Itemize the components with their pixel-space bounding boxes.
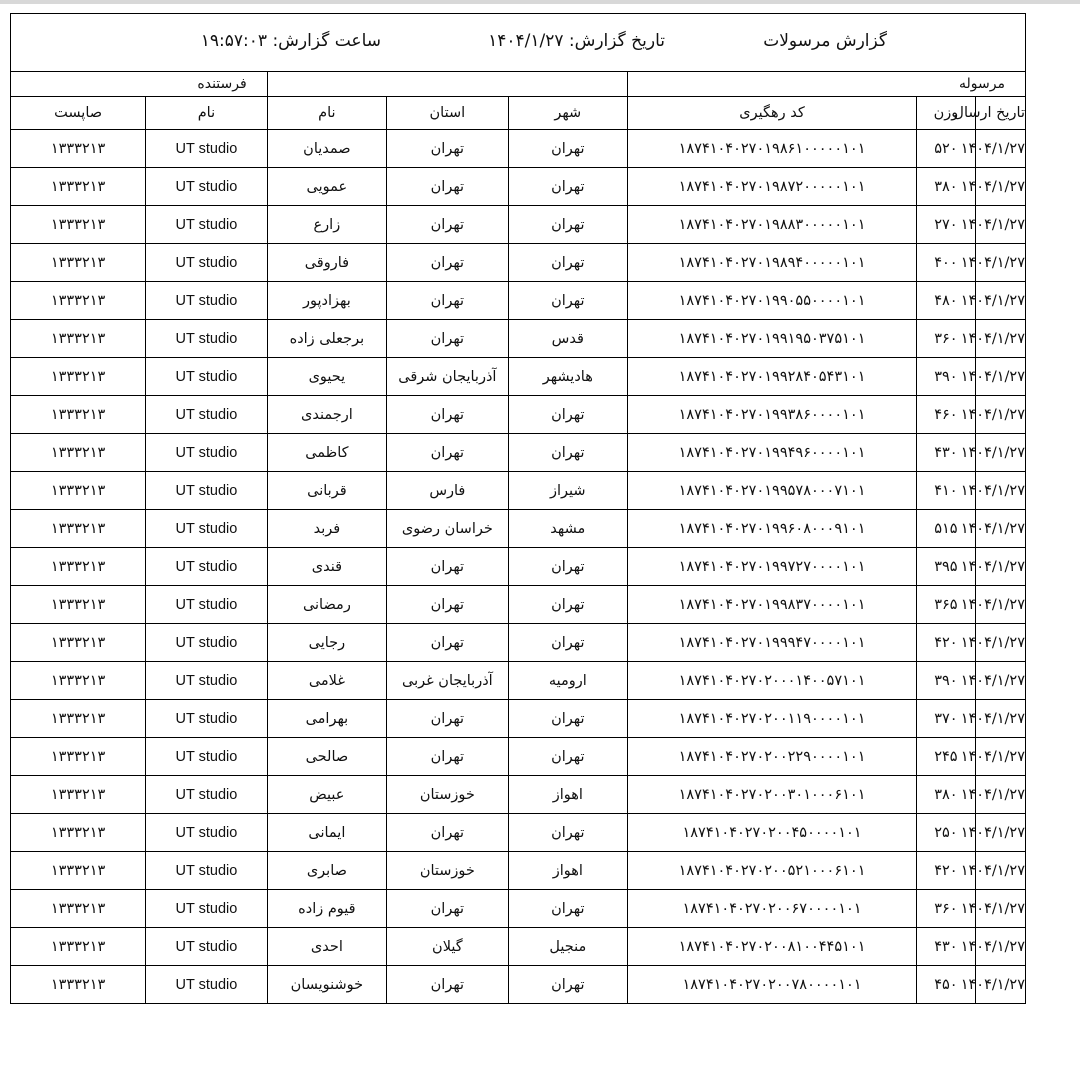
col-postcode: صاپست — [11, 97, 146, 130]
recipient-name-cell: ارجمندی — [267, 396, 386, 434]
city-cell: تهران — [508, 244, 627, 282]
table-row — [11, 624, 1026, 662]
send-date-cell: ۱۴۰۴/۱/۲۷ — [975, 966, 1025, 1004]
table-row — [11, 472, 1026, 510]
city-cell: تهران — [508, 434, 627, 472]
table-body — [11, 130, 1026, 1004]
province-cell: تهران — [387, 700, 509, 738]
table-row — [11, 206, 1026, 244]
recipient-name-cell: صابری — [267, 852, 386, 890]
table-row — [11, 510, 1026, 548]
postcode-cell: ۱۳۳۳۲۱۳ — [11, 928, 146, 966]
province-cell: گیلان — [387, 928, 509, 966]
col-weight: وزن — [917, 97, 976, 130]
postcode-cell: ۱۳۳۳۲۱۳ — [11, 852, 146, 890]
sender-name-cell: UT studio — [146, 928, 268, 966]
table-row — [11, 586, 1026, 624]
weight-cell: ۴۶۰ — [917, 396, 976, 434]
province-cell: تهران — [387, 434, 509, 472]
report-sheet — [10, 13, 1026, 1004]
province-cell: تهران — [387, 624, 509, 662]
table-row — [11, 434, 1026, 472]
weight-cell: ۴۰۰ — [917, 244, 976, 282]
table-row — [11, 130, 1026, 168]
sender-name-cell: UT studio — [146, 738, 268, 776]
sender-name-cell: UT studio — [146, 586, 268, 624]
report-header — [10, 13, 1026, 71]
tracking-code-cell: ۱۸۷۴۱۰۴۰۲۷۰۱۹۸۹۴۰۰۰۰۰۱۰۱ — [627, 244, 916, 282]
table-row — [11, 738, 1026, 776]
province-cell: خوزستان — [387, 852, 509, 890]
postcode-cell: ۱۳۳۳۲۱۳ — [11, 662, 146, 700]
group-sender: فرستنده — [11, 72, 268, 97]
tracking-code-cell: ۱۸۷۴۱۰۴۰۲۷۰۱۹۹۳۸۶۰۰۰۰۱۰۱ — [627, 396, 916, 434]
city-cell: تهران — [508, 966, 627, 1004]
province-cell: آذربایجان شرقی — [387, 358, 509, 396]
province-cell: آذربایجان غربی — [387, 662, 509, 700]
city-cell: تهران — [508, 738, 627, 776]
weight-cell: ۴۳۰ — [917, 434, 976, 472]
province-cell: تهران — [387, 282, 509, 320]
weight-cell: ۲۴۵ — [917, 738, 976, 776]
province-cell: خراسان رضوی — [387, 510, 509, 548]
tracking-code-cell: ۱۸۷۴۱۰۴۰۲۷۰۱۹۹۹۴۷۰۰۰۰۱۰۱ — [627, 624, 916, 662]
recipient-name-cell: خوشنویسان — [267, 966, 386, 1004]
postcode-cell: ۱۳۳۳۲۱۳ — [11, 624, 146, 662]
postcode-cell: ۱۳۳۳۲۱۳ — [11, 130, 146, 168]
sender-name-cell: UT studio — [146, 358, 268, 396]
postcode-cell: ۱۳۳۳۲۱۳ — [11, 548, 146, 586]
send-date-cell: ۱۴۰۴/۱/۲۷ — [975, 852, 1025, 890]
table-row — [11, 168, 1026, 206]
tracking-code-cell: ۱۸۷۴۱۰۴۰۲۷۰۲۰۰۲۲۹۰۰۰۰۱۰۱ — [627, 738, 916, 776]
province-cell: تهران — [387, 738, 509, 776]
weight-cell: ۴۲۰ — [917, 624, 976, 662]
table-row — [11, 244, 1026, 282]
recipient-name-cell: کاظمی — [267, 434, 386, 472]
weight-cell: ۲۷۰ — [917, 206, 976, 244]
province-cell: تهران — [387, 244, 509, 282]
weight-cell: ۴۱۰ — [917, 472, 976, 510]
recipient-name-cell: رجایی — [267, 624, 386, 662]
province-cell: تهران — [387, 320, 509, 358]
group-parcel: مرسوله — [627, 72, 1025, 97]
province-cell: تهران — [387, 966, 509, 1004]
city-cell: اهواز — [508, 776, 627, 814]
sender-name-cell: UT studio — [146, 472, 268, 510]
postcode-cell: ۱۳۳۳۲۱۳ — [11, 472, 146, 510]
table-row — [11, 890, 1026, 928]
sender-name-cell: UT studio — [146, 814, 268, 852]
city-cell: مشهد — [508, 510, 627, 548]
postcode-cell: ۱۳۳۳۲۱۳ — [11, 244, 146, 282]
sender-name-cell: UT studio — [146, 282, 268, 320]
send-date-cell: ۱۴۰۴/۱/۲۷ — [975, 320, 1025, 358]
table-row — [11, 320, 1026, 358]
table-row — [11, 282, 1026, 320]
city-cell: تهران — [508, 206, 627, 244]
recipient-name-cell: برجعلی زاده — [267, 320, 386, 358]
postcode-cell: ۱۳۳۳۲۱۳ — [11, 890, 146, 928]
weight-cell: ۳۶۰ — [917, 890, 976, 928]
tracking-code-cell: ۱۸۷۴۱۰۴۰۲۷۰۱۹۹۱۹۵۰۳۷۵۱۰۱ — [627, 320, 916, 358]
tracking-code-cell: ۱۸۷۴۱۰۴۰۲۷۰۲۰۰۰۱۴۰۰۵۷۱۰۱ — [627, 662, 916, 700]
recipient-name-cell: بهزادپور — [267, 282, 386, 320]
sender-name-cell: UT studio — [146, 776, 268, 814]
recipient-name-cell: فاروقی — [267, 244, 386, 282]
recipient-name-cell: قربانی — [267, 472, 386, 510]
tracking-code-cell: ۱۸۷۴۱۰۴۰۲۷۰۱۹۹۷۲۷۰۰۰۰۱۰۱ — [627, 548, 916, 586]
weight-cell: ۴۸۰ — [917, 282, 976, 320]
province-cell: تهران — [387, 130, 509, 168]
sender-name-cell: UT studio — [146, 548, 268, 586]
province-cell: تهران — [387, 890, 509, 928]
sender-name-cell: UT studio — [146, 700, 268, 738]
tracking-code-cell: ۱۸۷۴۱۰۴۰۲۷۰۱۹۸۸۳۰۰۰۰۰۱۰۱ — [627, 206, 916, 244]
weight-cell: ۳۸۰ — [917, 776, 976, 814]
send-date-cell: ۱۴۰۴/۱/۲۷ — [975, 472, 1025, 510]
sender-name-cell: UT studio — [146, 320, 268, 358]
send-date-cell: ۱۴۰۴/۱/۲۷ — [975, 358, 1025, 396]
tracking-code-cell: ۱۸۷۴۱۰۴۰۲۷۰۲۰۰۵۲۱۰۰۰۶۱۰۱ — [627, 852, 916, 890]
weight-cell: ۵۱۵ — [917, 510, 976, 548]
recipient-name-cell: ایمانی — [267, 814, 386, 852]
send-date-cell: ۱۴۰۴/۱/۲۷ — [975, 244, 1025, 282]
weight-cell: ۳۹۵ — [917, 548, 976, 586]
report-time: ساعت گزارش: ۱۹:۵۷:۰۳ — [200, 31, 381, 51]
send-date-cell: ۱۴۰۴/۱/۲۷ — [975, 434, 1025, 472]
table-row — [11, 548, 1026, 586]
province-cell: تهران — [387, 586, 509, 624]
table-row — [11, 852, 1026, 890]
tracking-code-cell: ۱۸۷۴۱۰۴۰۲۷۰۱۹۸۶۱۰۰۰۰۰۱۰۱ — [627, 130, 916, 168]
recipient-name-cell: فربد — [267, 510, 386, 548]
recipient-name-cell: قیوم زاده — [267, 890, 386, 928]
city-cell: قدس — [508, 320, 627, 358]
col-city: شهر — [508, 97, 627, 130]
send-date-cell: ۱۴۰۴/۱/۲۷ — [975, 662, 1025, 700]
send-date-cell: ۱۴۰۴/۱/۲۷ — [975, 776, 1025, 814]
report-date: تاریخ گزارش: ۱۴۰۴/۱/۲۷ — [488, 31, 665, 51]
recipient-name-cell: زارع — [267, 206, 386, 244]
city-cell: تهران — [508, 130, 627, 168]
recipient-name-cell: یحیوی — [267, 358, 386, 396]
col-recipient-name: نام — [267, 97, 386, 130]
group-header-row — [11, 72, 1026, 97]
sender-name-cell: UT studio — [146, 168, 268, 206]
weight-cell: ۳۸۰ — [917, 168, 976, 206]
group-recipient — [267, 72, 627, 97]
postcode-cell: ۱۳۳۳۲۱۳ — [11, 358, 146, 396]
city-cell: تهران — [508, 396, 627, 434]
recipient-name-cell: رمضانی — [267, 586, 386, 624]
recipient-name-cell: بهرامی — [267, 700, 386, 738]
send-date-cell: ۱۴۰۴/۱/۲۷ — [975, 130, 1025, 168]
send-date-cell: ۱۴۰۴/۱/۲۷ — [975, 700, 1025, 738]
tracking-code-cell: ۱۸۷۴۱۰۴۰۲۷۰۱۹۹۲۸۴۰۵۴۳۱۰۱ — [627, 358, 916, 396]
city-cell: تهران — [508, 890, 627, 928]
weight-cell: ۳۶۵ — [917, 586, 976, 624]
city-cell: تهران — [508, 814, 627, 852]
province-cell: فارس — [387, 472, 509, 510]
recipient-name-cell: احدی — [267, 928, 386, 966]
send-date-cell: ۱۴۰۴/۱/۲۷ — [975, 510, 1025, 548]
shipments-table — [10, 71, 1026, 1004]
postcode-cell: ۱۳۳۳۲۱۳ — [11, 776, 146, 814]
weight-cell: ۳۹۰ — [917, 662, 976, 700]
send-date-cell: ۱۴۰۴/۱/۲۷ — [975, 586, 1025, 624]
weight-cell: ۳۷۰ — [917, 700, 976, 738]
weight-cell: ۴۲۰ — [917, 852, 976, 890]
sender-name-cell: UT studio — [146, 966, 268, 1004]
recipient-name-cell: عبیض — [267, 776, 386, 814]
weight-cell: ۳۶۰ — [917, 320, 976, 358]
city-cell: اهواز — [508, 852, 627, 890]
postcode-cell: ۱۳۳۳۲۱۳ — [11, 168, 146, 206]
tracking-code-cell: ۱۸۷۴۱۰۴۰۲۷۰۱۹۹۴۹۶۰۰۰۰۱۰۱ — [627, 434, 916, 472]
table-row — [11, 358, 1026, 396]
send-date-cell: ۱۴۰۴/۱/۲۷ — [975, 890, 1025, 928]
send-date-cell: ۱۴۰۴/۱/۲۷ — [975, 814, 1025, 852]
column-header-row — [11, 97, 1026, 130]
province-cell: خوزستان — [387, 776, 509, 814]
postcode-cell: ۱۳۳۳۲۱۳ — [11, 510, 146, 548]
city-cell: تهران — [508, 624, 627, 662]
send-date-cell: ۱۴۰۴/۱/۲۷ — [975, 624, 1025, 662]
send-date-cell: ۱۴۰۴/۱/۲۷ — [975, 738, 1025, 776]
sender-name-cell: UT studio — [146, 206, 268, 244]
table-row — [11, 662, 1026, 700]
city-cell: تهران — [508, 700, 627, 738]
recipient-name-cell: قندی — [267, 548, 386, 586]
city-cell: تهران — [508, 168, 627, 206]
col-send-date: تاریخ ارسال — [975, 97, 1025, 130]
recipient-name-cell: صمدیان — [267, 130, 386, 168]
tracking-code-cell: ۱۸۷۴۱۰۴۰۲۷۰۲۰۰۸۱۰۰۴۴۵۱۰۱ — [627, 928, 916, 966]
postcode-cell: ۱۳۳۳۲۱۳ — [11, 814, 146, 852]
city-cell: تهران — [508, 282, 627, 320]
top-border-line — [0, 0, 1080, 4]
province-cell: تهران — [387, 548, 509, 586]
postcode-cell: ۱۳۳۳۲۱۳ — [11, 282, 146, 320]
weight-cell: ۳۹۰ — [917, 358, 976, 396]
postcode-cell: ۱۳۳۳۲۱۳ — [11, 396, 146, 434]
sender-name-cell: UT studio — [146, 890, 268, 928]
weight-cell: ۴۵۰ — [917, 966, 976, 1004]
city-cell: هادیشهر — [508, 358, 627, 396]
city-cell: تهران — [508, 586, 627, 624]
table-row — [11, 814, 1026, 852]
city-cell: ارومیه — [508, 662, 627, 700]
sender-name-cell: UT studio — [146, 130, 268, 168]
sender-name-cell: UT studio — [146, 434, 268, 472]
send-date-cell: ۱۴۰۴/۱/۲۷ — [975, 206, 1025, 244]
send-date-cell: ۱۴۰۴/۱/۲۷ — [975, 548, 1025, 586]
sender-name-cell: UT studio — [146, 852, 268, 890]
city-cell: منجیل — [508, 928, 627, 966]
table-row — [11, 396, 1026, 434]
postcode-cell: ۱۳۳۳۲۱۳ — [11, 586, 146, 624]
tracking-code-cell: ۱۸۷۴۱۰۴۰۲۷۰۱۹۹۸۳۷۰۰۰۰۱۰۱ — [627, 586, 916, 624]
table-row — [11, 966, 1026, 1004]
send-date-cell: ۱۴۰۴/۱/۲۷ — [975, 282, 1025, 320]
col-province: استان — [387, 97, 509, 130]
tracking-code-cell: ۱۸۷۴۱۰۴۰۲۷۰۱۹۸۷۲۰۰۰۰۰۱۰۱ — [627, 168, 916, 206]
send-date-cell: ۱۴۰۴/۱/۲۷ — [975, 396, 1025, 434]
city-cell: تهران — [508, 548, 627, 586]
weight-cell: ۴۳۰ — [917, 928, 976, 966]
col-sender-name: نام — [146, 97, 268, 130]
table-row — [11, 776, 1026, 814]
tracking-code-cell: ۱۸۷۴۱۰۴۰۲۷۰۲۰۰۴۵۰۰۰۰۱۰۱ — [627, 814, 916, 852]
postcode-cell: ۱۳۳۳۲۱۳ — [11, 738, 146, 776]
postcode-cell: ۱۳۳۳۲۱۳ — [11, 320, 146, 358]
send-date-cell: ۱۴۰۴/۱/۲۷ — [975, 168, 1025, 206]
table-row — [11, 928, 1026, 966]
send-date-cell: ۱۴۰۴/۱/۲۷ — [975, 928, 1025, 966]
province-cell: تهران — [387, 206, 509, 244]
city-cell: شیراز — [508, 472, 627, 510]
tracking-code-cell: ۱۸۷۴۱۰۴۰۲۷۰۱۹۹۵۷۸۰۰۰۷۱۰۱ — [627, 472, 916, 510]
table-row — [11, 700, 1026, 738]
province-cell: تهران — [387, 168, 509, 206]
sender-name-cell: UT studio — [146, 244, 268, 282]
sender-name-cell: UT studio — [146, 624, 268, 662]
tracking-code-cell: ۱۸۷۴۱۰۴۰۲۷۰۱۹۹۰۵۵۰۰۰۰۱۰۱ — [627, 282, 916, 320]
recipient-name-cell: صالحی — [267, 738, 386, 776]
sender-name-cell: UT studio — [146, 396, 268, 434]
tracking-code-cell: ۱۸۷۴۱۰۴۰۲۷۰۲۰۰۱۱۹۰۰۰۰۱۰۱ — [627, 700, 916, 738]
weight-cell: ۲۵۰ — [917, 814, 976, 852]
recipient-name-cell: غلامی — [267, 662, 386, 700]
weight-cell: ۵۲۰ — [917, 130, 976, 168]
tracking-code-cell: ۱۸۷۴۱۰۴۰۲۷۰۱۹۹۶۰۸۰۰۰۹۱۰۱ — [627, 510, 916, 548]
sender-name-cell: UT studio — [146, 510, 268, 548]
report-title: گزارش مرسولات — [763, 31, 887, 51]
col-tracking: کد رهگیری — [627, 97, 916, 130]
province-cell: تهران — [387, 396, 509, 434]
postcode-cell: ۱۳۳۳۲۱۳ — [11, 966, 146, 1004]
province-cell: تهران — [387, 814, 509, 852]
postcode-cell: ۱۳۳۳۲۱۳ — [11, 206, 146, 244]
recipient-name-cell: عمویی — [267, 168, 386, 206]
postcode-cell: ۱۳۳۳۲۱۳ — [11, 434, 146, 472]
sender-name-cell: UT studio — [146, 662, 268, 700]
tracking-code-cell: ۱۸۷۴۱۰۴۰۲۷۰۲۰۰۷۸۰۰۰۰۱۰۱ — [627, 966, 916, 1004]
tracking-code-cell: ۱۸۷۴۱۰۴۰۲۷۰۲۰۰۶۷۰۰۰۰۱۰۱ — [627, 890, 916, 928]
postcode-cell: ۱۳۳۳۲۱۳ — [11, 700, 146, 738]
tracking-code-cell: ۱۸۷۴۱۰۴۰۲۷۰۲۰۰۳۰۱۰۰۰۶۱۰۱ — [627, 776, 916, 814]
